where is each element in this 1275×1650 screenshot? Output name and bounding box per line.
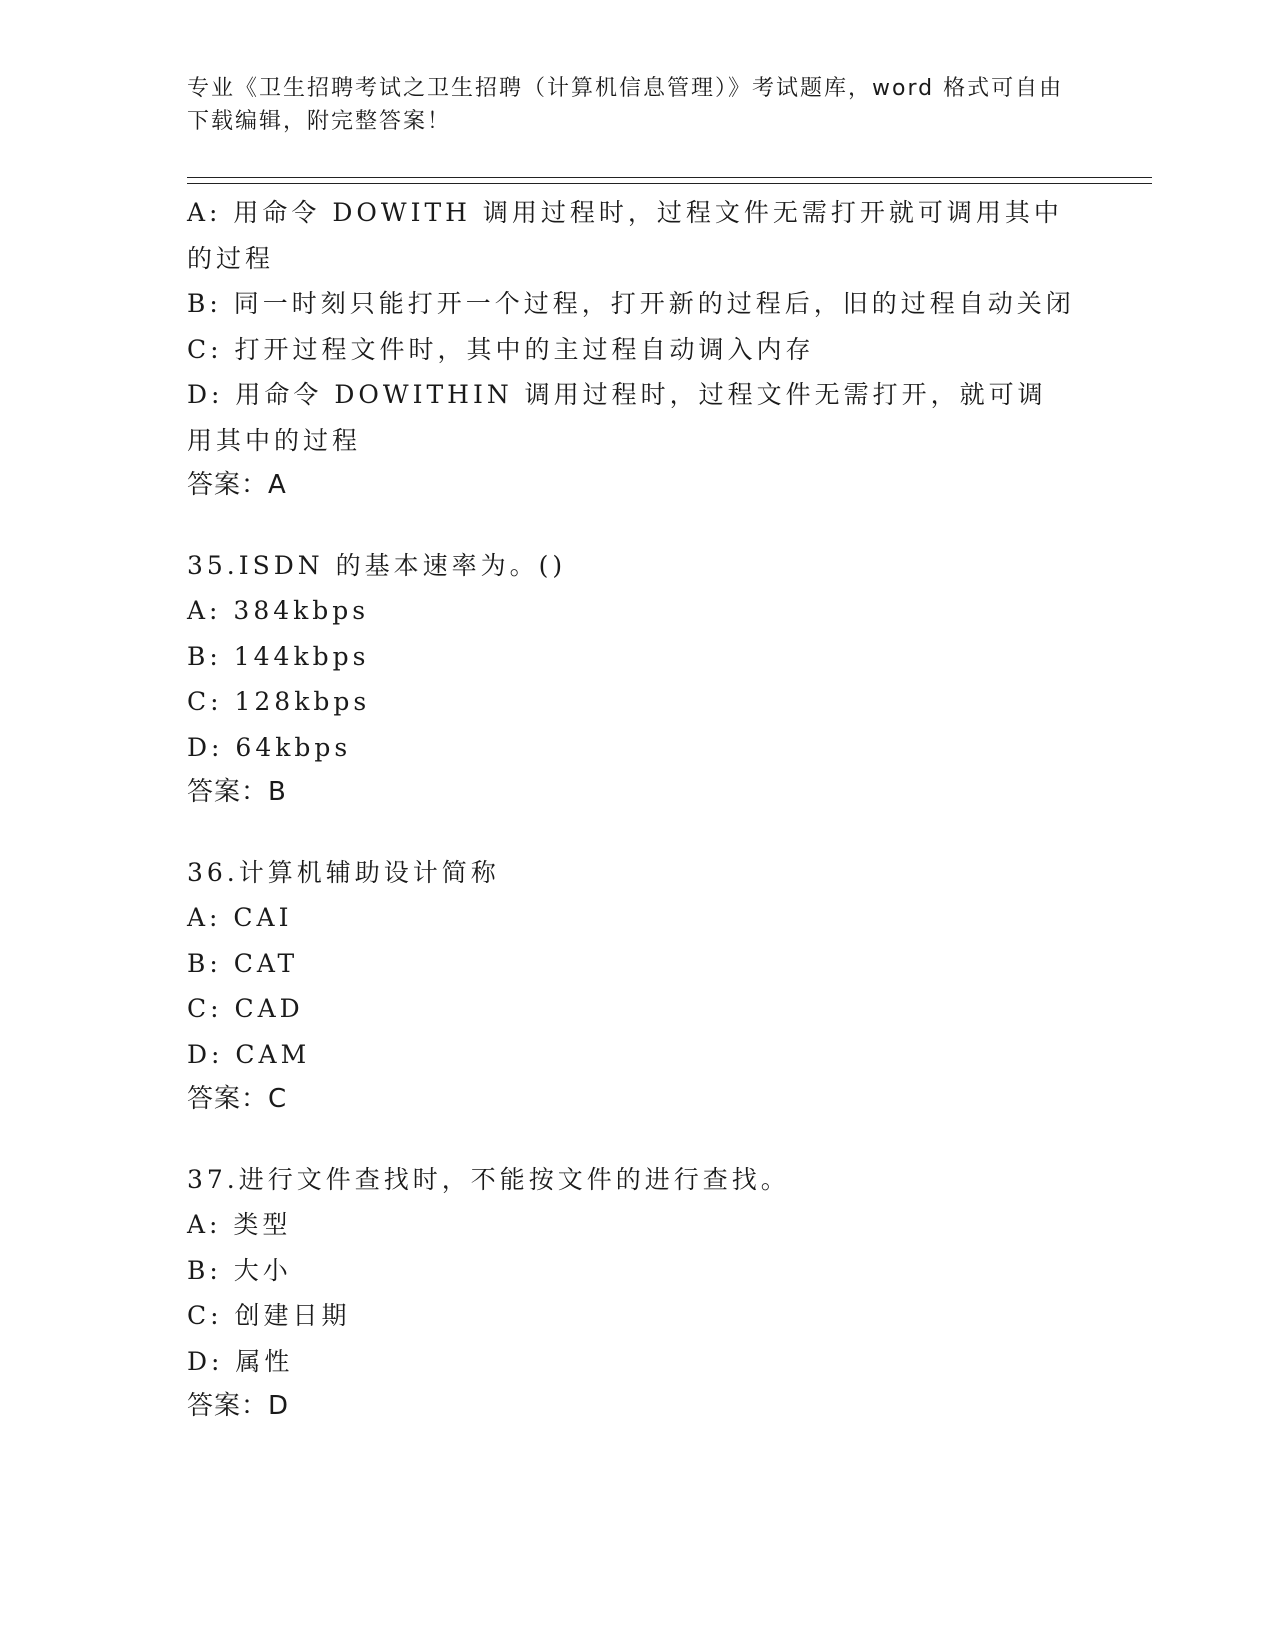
- document-header: 专业《卫生招聘考试之卫生招聘（计算机信息管理）》考试题库，word 格式可自由下载编辑，附完整答案！: [187, 76, 1064, 134]
- option-a: A: 用命令 DOWITH 调用过程时，过程文件无需打开就可调用其中的过程: [187, 198, 1063, 273]
- answer: 答案：B: [187, 777, 287, 807]
- question-35: [187, 543, 1087, 816]
- answer: 答案：C: [187, 1084, 288, 1114]
- question-stem: 36.计算机辅助设计简称: [187, 857, 500, 887]
- question-spacer: [187, 1123, 1087, 1157]
- option-d: D: 64kbps: [187, 732, 352, 762]
- answer: 答案：A: [187, 470, 287, 500]
- question-content: [187, 190, 1087, 1430]
- option-d: D: 属性: [187, 1346, 294, 1376]
- question-36: [187, 850, 1087, 1123]
- question-spacer: [187, 816, 1087, 850]
- option-c: C: 128kbps: [187, 687, 371, 716]
- question-spacer: [187, 509, 1087, 543]
- option-b: B: 大小: [187, 1255, 292, 1285]
- option-b: B: 144kbps: [187, 641, 370, 671]
- option-b: B: CAT: [187, 948, 299, 978]
- option-c: C: 创建日期: [187, 1301, 351, 1330]
- option-a: A: 类型: [187, 1210, 292, 1239]
- option-d: D: CAM: [187, 1039, 311, 1069]
- option-a: A: CAI: [187, 903, 293, 932]
- option-c: C: CAD: [187, 994, 304, 1023]
- option-b: B: 同一时刻只能打开一个过程，打开新的过程后，旧的过程自动关闭: [187, 289, 1075, 318]
- question-34-continued: [187, 190, 1087, 509]
- question-stem: 35.ISDN 的基本速率为。(): [187, 550, 567, 580]
- question-37: [187, 1157, 1087, 1430]
- option-c: C: 打开过程文件时，其中的主过程自动调入内存: [187, 334, 815, 364]
- question-stem: 37.进行文件查找时，不能按文件的进行查找。: [187, 1164, 790, 1194]
- option-a: A: 384kbps: [187, 596, 370, 625]
- option-d: D: 用命令 DOWITHIN 调用过程时，过程文件无需打开，就可调用其中的过程: [187, 380, 1047, 455]
- answer: 答案：D: [187, 1391, 290, 1421]
- header-divider-top: [187, 177, 1152, 178]
- header-divider-bottom: [187, 183, 1152, 184]
